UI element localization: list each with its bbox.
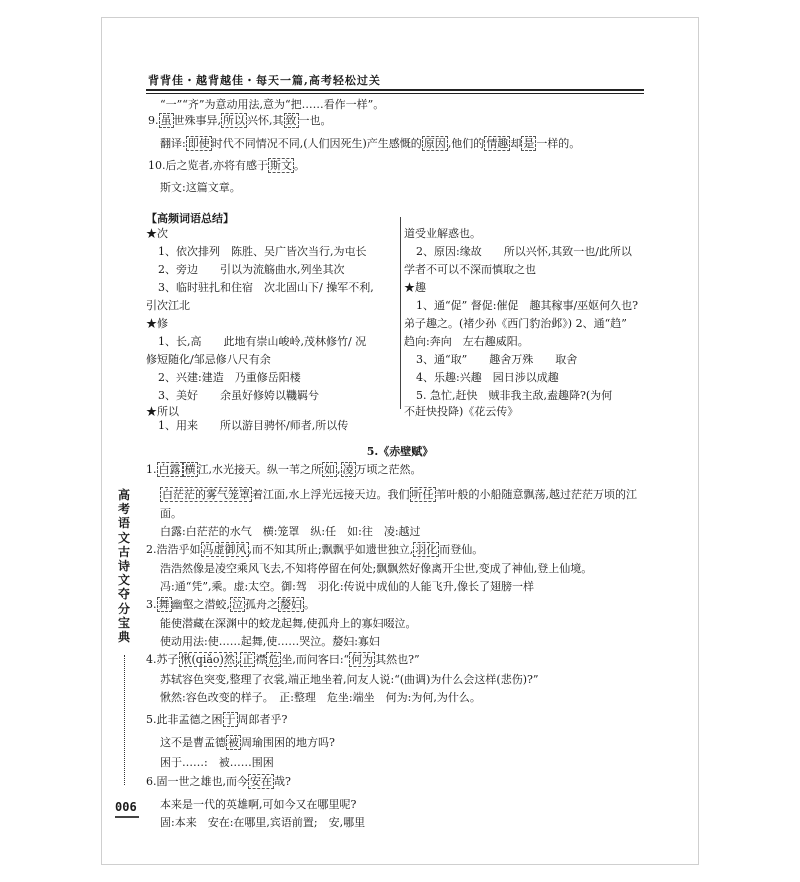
sentence-5: 5.此非孟德之困 于 周郎者乎? (146, 713, 288, 726)
keyword: 听任 (411, 488, 434, 501)
keyword: 虽 (160, 114, 172, 127)
summary-right-line: 道受业解惑也。 (404, 227, 481, 240)
gloss-6: 固:本来 安在:在哪里,宾语前置; 安,哪里 (160, 816, 366, 829)
translation-9: 翻译: 即使 时代不同情况不同,(人们因死生)产生感慨的 原因 ,他们的 情趣 却 是 一样的。 (160, 137, 581, 150)
keyword: 愀(qiǎo)然 (180, 653, 235, 666)
summary-left-line: 修短随化/邹忌修八尺有余 (146, 353, 271, 366)
summary-right-line: 1、通“促” 督促:催促 趣其稼事/巫妪何久也? (416, 299, 639, 312)
keyword: 被 (228, 736, 239, 749)
translation-6: 本来是一代的英雄啊,可如今又在哪里呢? (160, 798, 357, 811)
summary-left-line: 3、临时驻扎和住宿 次北固山下/ 操军不利, (158, 281, 374, 294)
gloss-5: 困于……: 被……围困 (160, 756, 274, 769)
header-rule (146, 89, 644, 91)
summary-left-line: 1、长,高 此地有崇山峻岭,茂林修竹/ 况 (158, 335, 367, 348)
keyword: 冯虚御风 (202, 543, 247, 556)
keyword: 舞 (158, 598, 170, 611)
translation-3: 能使潜藏在深渊中的蛟龙起舞,使孤舟上的寡妇啜泣。 (160, 617, 417, 630)
translation-5: 这不是曹孟德 被 周瑜围困的地方吗? (160, 736, 335, 749)
summary-left-line: 2、旁边 引以为流觞曲水,列坐其次 (158, 263, 345, 276)
sentence-10: 10.后之览者,亦将有感于 斯文 。 (148, 159, 305, 172)
keyword: 白露 (158, 463, 181, 476)
keyword: 是 (523, 137, 535, 150)
dotted-guide (124, 655, 125, 785)
summary-left-line: ★次 (146, 227, 168, 240)
summary-right-line: 学者不可以不深而慎取之也 (404, 263, 536, 276)
summary-left-line: 2、兴建:建造 乃重修岳阳楼 (158, 371, 301, 384)
keyword: 致 (285, 114, 297, 127)
summary-right-line: 5. 急忙,赶快 贼非我主敌,盍趣降?(为何 (416, 389, 613, 402)
item-number: 9. (148, 114, 159, 127)
sentence-9: 9. 虽 世殊事异, 所以 兴怀,其 致 一也。 (148, 114, 332, 127)
keyword: 如 (324, 463, 335, 476)
summary-right-line: ★趣 (404, 281, 426, 294)
summary-left-line: 引次江北 (146, 299, 190, 312)
summary-right-line: 不赶快投降)《花云传》 (404, 405, 519, 418)
book-title-vertical: 高考语文古诗文夺分宝典 (117, 488, 130, 645)
gloss-3: 使动用法:使……起舞,使……哭泣。嫠妇:寡妇 (160, 635, 380, 648)
note-line: “一”“齐”为意动用法,意为“把……看作一样”。 (160, 98, 385, 111)
keyword: 何为 (351, 653, 374, 666)
summary-right-line: 弟子趣之。(褚少孙《西门豹治邺》) 2、通“趋” (404, 317, 627, 330)
summary-right-line: 趋向:奔向 左右趣威阳。 (404, 335, 529, 348)
summary-left-line: 3、美好 余虽好修姱以鞿羁兮 (158, 389, 319, 402)
keyword: 凌 (342, 463, 354, 476)
keyword: 情趣 (486, 137, 509, 150)
translation-2: 浩浩然像是凌空乘风飞去,不知将停留在何处;飘飘然好像离开尘世,变成了神仙,登上仙境。 (160, 562, 593, 575)
keyword: 嫠妇 (280, 598, 302, 611)
summary-left-line: 1、依次排列 陈胜、吴广皆次当行,为屯长 (158, 245, 367, 258)
keyword: 于 (224, 713, 236, 726)
keyword: 羽化 (415, 543, 438, 556)
translation-4: 苏轼容色突变,整理了衣裳,端正地坐着,问友人说:“(曲调)为什么会这样(悲伤)?” (160, 673, 539, 686)
translation-1-cont: 面。 (160, 507, 182, 520)
gloss-1: 白露:白茫茫的水气 横:笼罩 纵:任 如:往 凌:越过 (160, 525, 421, 538)
summary-right-line: 3、通“取” 趣舍万殊 取舍 (416, 353, 578, 366)
column-divider (400, 217, 401, 409)
note-10: 斯文:这篇文章。 (160, 181, 241, 194)
sentence-1: 1. 白露 横 江,水光接天。纵一苇之所 如 , 凌 万顷之茫然。 (146, 463, 422, 476)
keyword: 原因 (423, 137, 446, 150)
summary-right-line: 4、乐趣:兴趣 园日涉以成趣 (416, 371, 559, 384)
keyword: 安在 (250, 775, 272, 788)
keyword: 正 (242, 653, 254, 666)
gloss-2: 冯:通“凭”,乘。虚:太空。御:驾 羽化:传说中成仙的人能飞升,像长了翅膀一样 (160, 580, 535, 593)
keyword: 白茫茫的雾气笼罩 (162, 488, 250, 501)
sentence-4: 4.苏子 愀(qiǎo)然 , 正 襟 危 坐,而问客曰:“ 何为 其然也?” (146, 653, 420, 666)
summary-right-line: 2、原因:缘故 所以兴怀,其致一也/此所以 (416, 245, 632, 258)
keyword: 横 (184, 463, 196, 476)
keyword: 即使 (187, 137, 210, 150)
summary-left-line: ★所以 (146, 405, 179, 418)
gloss-4: 愀然:容色改变的样子。 正:整理 危坐:端坐 何为:为何,为什么。 (160, 691, 481, 704)
page-number-rule (115, 816, 139, 818)
summary-title: 【高频词语总结】 (146, 212, 234, 225)
sentence-2: 2.浩浩乎如 冯虚御风 ,而不知其所止;飘飘乎如遗世独立, 羽化 而登仙。 (146, 543, 484, 556)
keyword: 泣 (232, 598, 243, 611)
summary-left-line: ★修 (146, 317, 168, 330)
running-header: 背背佳・越背越佳・每天一篇,高考轻松过关 (148, 74, 381, 87)
section-title: 5.《赤壁赋》 (366, 445, 434, 458)
sentence-6: 6.固一世之雄也,而今 安在 哉? (146, 775, 291, 788)
summary-left-line: 1、用来 所以游目骋怀/师者,所以传 (158, 419, 349, 432)
translation-1: 白茫茫的雾气笼罩 着江面,水上浮光远接天边。我们 听任 苇叶般的小船随意飘荡,越过茫茫万顷的江 (162, 488, 637, 501)
sentence-3: 3. 舞 幽壑之潜蛟, 泣 孤舟之 嫠妇 。 (146, 598, 315, 611)
page-number: 006 (115, 800, 137, 814)
keyword: 斯文 (270, 159, 292, 172)
keyword: 所以 (223, 114, 245, 127)
keyword: 危 (268, 653, 280, 666)
header-rule-thin (146, 93, 644, 94)
